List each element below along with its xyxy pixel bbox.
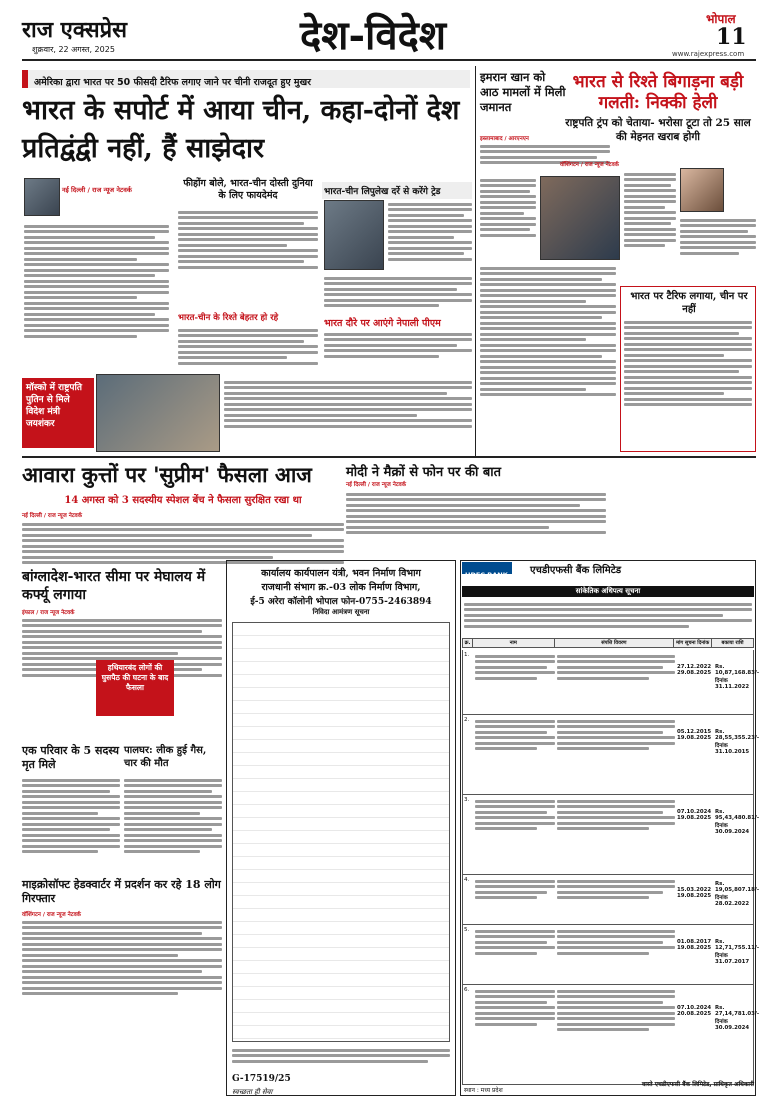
modi-headline: मोदी ने मैक्रों से फोन पर की बात (346, 465, 502, 480)
lead-sub1: फीहोंग बोले, भारत-चीन दोस्ती दुनिया के लिए फायदेमंद (183, 178, 313, 201)
haley-text-b (680, 216, 756, 257)
table-row (462, 985, 760, 1085)
lead-photo-minister (324, 200, 384, 270)
lead-headline: भारत के सपोर्ट में आया चीन, कहा-दोनों देश प्रतिद्वंद्वी नहीं, हैं साझेदार (22, 95, 460, 164)
bank-row-date: 27.12.2022 29.08.2025 (677, 664, 712, 676)
lead-col3-text (388, 200, 472, 263)
bank-row-amount: Rs. 95,43,480.81/- दिनांक 30.09.2024 (715, 809, 760, 835)
bank-row-date: 07.10.2024 19.08.2025 (677, 809, 712, 821)
table-row (462, 650, 760, 715)
masthead (0, 0, 778, 60)
bank-row-date: 07.10.2024 20.08.2025 (677, 1005, 712, 1017)
col-divider-1 (475, 66, 476, 456)
tender-code: G-17519/25 (232, 1074, 291, 1084)
bank-row-amount: Rs. 19,05,807.18/- दिनांक 28.02.2022 (715, 881, 760, 907)
bank-col-property: संपत्ति विवरण (554, 639, 674, 648)
bank-row-no: 2. (464, 717, 470, 723)
lead-col2b-text (178, 326, 318, 367)
lead-photo-caption-box (22, 378, 94, 448)
lead-bottom-text (224, 378, 472, 430)
bank-intro-text (464, 600, 752, 630)
table-row (462, 795, 760, 875)
paper-name: राज एक्सप्रेस (22, 17, 127, 43)
bank-row-no: 4. (464, 877, 470, 883)
bank-row-amount: Rs. 12,71,755.11/- दिनांक 31.07.2017 (715, 939, 760, 965)
lead-photo-putin (96, 374, 220, 452)
palghar-text (124, 776, 222, 856)
family-text (22, 776, 120, 856)
modi-text (346, 490, 606, 537)
tender-title3: ई-5 अरेरा कॉलोनी भोपाल फोन-0755-2463894 (250, 597, 432, 607)
haley-photo (680, 168, 724, 212)
bank-row-date: 15.03.2022 19.08.2025 (677, 887, 712, 899)
lead-col1-text (24, 222, 169, 340)
bangla-callout: हथियारबंद लोगों की घुसपैठ की घटना के बाद फैसला (101, 663, 169, 692)
bank-col-amount: बकाया राशि (712, 639, 754, 648)
bank-col-date: मांग सूचना दिनांक (674, 639, 712, 648)
bank-name: एचडीएफसी बैंक लिमिटेड (530, 565, 622, 576)
table-row (462, 715, 760, 795)
imran-byline: इस्लामाबाद / आरएनएन (480, 136, 529, 142)
bank-logo-box (462, 562, 512, 579)
tender-table (232, 622, 450, 1042)
haley-sub: राष्ट्रपति ट्रंप को चेताया- भरोसा टूटा तो 25 साल की मेहनत खराब होगी (565, 117, 751, 143)
tender-title2: राजधानी संभाग क्र.-03 लोक निर्माण विभाग, (261, 582, 421, 593)
lead-photo-ambassador (24, 178, 60, 216)
bank-row-amount: Rs. 28,55,355.23/- दिनांक 31.10.2015 (715, 729, 760, 755)
bank-row-no: 6. (464, 987, 470, 993)
haley-box-text (624, 318, 752, 409)
lead-kicker (22, 70, 470, 88)
date-line: शुक्रवार, 22 अगस्त, 2025 (32, 45, 115, 54)
bank-rows (462, 650, 760, 1085)
website: www.rajexpress.com (672, 50, 745, 58)
haley-box-head: भारत पर टैरिफ लगाया, चीन पर नहीं (630, 291, 748, 315)
bank-notice-bar (462, 586, 754, 597)
table-row (462, 925, 760, 985)
lead-col3b-text (324, 274, 472, 310)
bank-logo: HDFC BANK (465, 571, 508, 579)
haley-byline: वॉशिंगटन / राज न्यूज नेटवर्क (560, 162, 619, 168)
bank-row-amount: Rs. 10,87,168.83/- दिनांक 31.11.2022 (715, 664, 760, 690)
bank-table (462, 638, 754, 648)
bank-col-no: क्र. (463, 639, 473, 648)
bangla-byline: इंफाल / राज न्यूज नेटवर्क (22, 610, 75, 616)
imran-photo-portrait (540, 176, 620, 260)
lead-col3c-text (324, 330, 472, 360)
section-rule-1 (22, 456, 756, 458)
imran-text-left (480, 176, 536, 239)
bank-row-date: 01.08.2017 19.08.2025 (677, 939, 712, 951)
tender-notice: निविदा आमंत्रण सूचना (312, 608, 370, 616)
imran-headline: इमरान खान को आठ मामलों में मिली जमानत (480, 70, 566, 114)
bank-row-amount: Rs. 27,14,781.03/- दिनांक 30.09.2024 (715, 1005, 760, 1031)
section-title: देश-विदेश (300, 12, 447, 59)
modi-byline: नई दिल्ली / राज न्यूज नेटवर्क (346, 482, 407, 488)
microsoft-text (22, 918, 222, 998)
lead-sub2: भारत-चीन लिपुलेख दर्रे से करेंगे ट्रेड (322, 182, 472, 199)
dogs-headline: आवारा कुत्तों पर 'सुप्रीम' फैसला आज (22, 462, 312, 487)
lead-kicker-text: अमेरिका द्वारा भारत पर 50 फीसदी टैरिफ लगाए जाने पर चीनी राजदूत हुए मुखर (34, 77, 312, 88)
palghar-headline: पालघर: लीक हुई गैस, चार की मौत (124, 745, 207, 769)
bangla-callout-box (96, 660, 174, 716)
bank-footer: स्थान : मध्य प्रदेश (464, 1087, 503, 1094)
table-row (462, 875, 760, 925)
bank-row-date: 05.12.2015 19.08.2025 (677, 729, 712, 741)
bank-row-no: 5. (464, 927, 470, 933)
dogs-byline: नई दिल्ली / राज न्यूज नेटवर्क (22, 513, 83, 519)
lead-sub3: भारत-चीन के रिश्ते बेहतर हो रहे (178, 313, 279, 323)
lead-photo-caption: मॉस्को में राष्ट्रपति पुतिन से मिले विदेश मंत्री जयशंकर (26, 383, 82, 429)
microsoft-byline: वॉशिंगटन / राज न्यूज नेटवर्क (22, 912, 81, 918)
haley-text-a (624, 170, 676, 250)
haley-headline: भारत से रिश्ते बिगाड़ना बड़ी गलती: निक्की हेली (572, 72, 744, 113)
tender-slogan: स्वच्छता ही सेवा (232, 1088, 273, 1096)
lead-col2-text (178, 208, 318, 271)
bank-notice: सांकेतिक अधिपत्य सूचना (575, 587, 641, 595)
dogs-sub: 14 अगस्त को 3 सदस्यीय स्पेशल बेंच ने फैसला सुरक्षित रखा था (64, 495, 302, 506)
tender-title1: कार्यालय कार्यपालन यंत्री, भवन निर्माण विभाग (261, 568, 421, 579)
bank-row-no: 3. (464, 797, 470, 803)
city: भोपाल (706, 12, 736, 26)
family-headline: एक परिवार के 5 सदस्य मृत मिले (22, 744, 119, 771)
imran-text-bottom (480, 264, 616, 399)
bank-row-no: 1. (464, 652, 470, 658)
bank-col-name: नाम (472, 639, 554, 648)
page-number: 11 (716, 24, 747, 50)
bangla-headline: बांग्लादेश-भारत सीमा पर मेघालय में कर्फ्यू लगाया (22, 569, 206, 603)
microsoft-headline: माइक्रोसॉफ्ट हेडक्वार्टर में प्रदर्शन कर रहे 18 लोग गिरफ्तार (22, 878, 221, 905)
lead-byline: नई दिल्ली / राज न्यूज नेटवर्क (62, 186, 132, 194)
bank-signature: वास्ते एचडीएफसी बैंक लिमिटेड, प्राधिकृत अधिकारी (641, 1081, 754, 1088)
masthead-rule (22, 59, 756, 61)
tender-footer-text (232, 1046, 450, 1065)
lead-sub4: भारत दौरे पर आएंगे नेपाली पीएम (324, 318, 441, 329)
